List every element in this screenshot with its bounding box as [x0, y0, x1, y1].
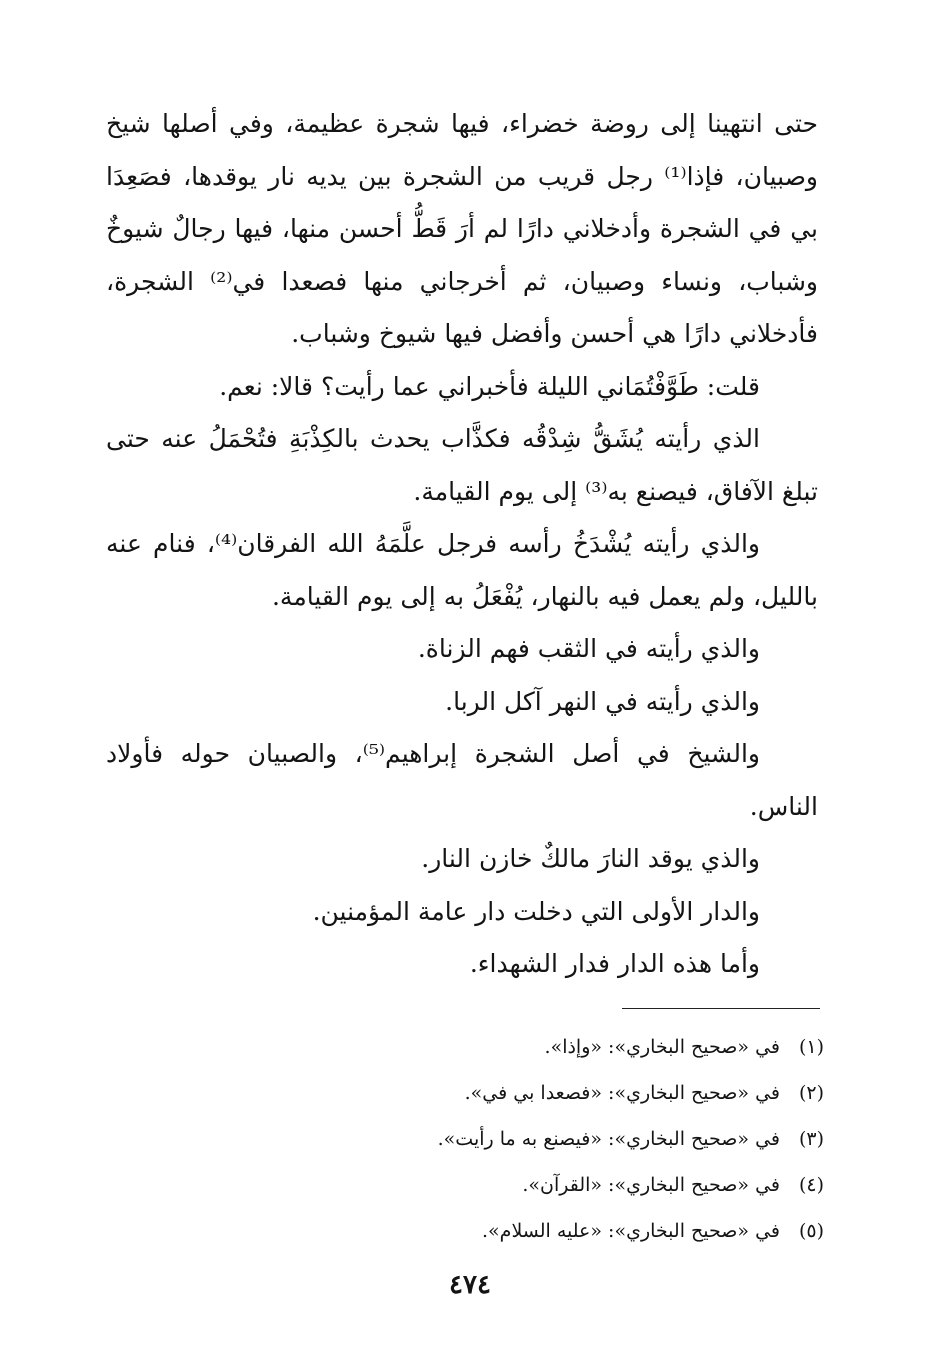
footnote-number: (١) [798, 1036, 824, 1058]
paragraph: والذي رأيته يُشْدَخُ رأسه فرجل علَّمَهُ الله الفرقان⁽⁴⁾، فنام عنه بالليل، ولم يعمل فيه بالنهار، يُفْعَلُ به إلى يوم القيامة. [106, 529, 818, 611]
footnote-number: (٥) [798, 1220, 824, 1242]
paragraph: والذي رأيته في النهر آكل الربا. [445, 686, 760, 716]
paragraph: والذي رأيته في الثقب فهم الزناة. [417, 634, 760, 663]
paragraph: حتى انتهينا إلى روضة خضراء، فيها شجرة عظيمة، وفي أصلها شيخ وصبيان، فإذا⁽¹⁾ رجل قريب من الشجرة بين يديه نار يوقدها، فصَعِدَا بي في الشجرة وأدخلاني دارًا لم أرَ قَطُّ أحسن منها، فيها رجالٌ شيوخٌ وشباب، ونساء وصبيان، ثم أخرجاني منها فصعدا في⁽²⁾ الشجرة، فأدخلاني دارًا هي أحسن وأفضل فيها شيوخ وشباب. [106, 109, 818, 348]
paragraph: الذي رأيته يُشَقُّ شِدْقُه فكذَّاب يحدث بالكِذْبَةِ فتُحْمَلُ عنه حتى تبلغ الآفاق، فيصنع به⁽³⁾ إلى يوم القيامة. [106, 424, 818, 506]
page-number: ٤٧٤ [449, 1270, 491, 1300]
footnote [106, 1116, 824, 1162]
paragraph: قلت: طَوَّفْتُمَاني الليلة فأخبراني عما رأيت؟ قالا: نعم. [219, 371, 760, 401]
footnote-text: في «صحيح البخاري»: «فيصنع به ما رأيت». [437, 1128, 780, 1150]
footnote-separator [622, 1008, 820, 1009]
footnote-number: (٤) [798, 1174, 824, 1196]
main-text [106, 98, 818, 991]
paragraph: والدار الأولى التي دخلت دار عامة المؤمنين. [312, 896, 760, 926]
footnote-text: في «صحيح البخاري»: «عليه السلام». [482, 1220, 780, 1242]
paragraph: وأما هذه الدار فدار الشهداء. [469, 949, 760, 978]
footnote [106, 1024, 824, 1070]
footnote [106, 1208, 824, 1254]
footnotes [106, 1024, 824, 1254]
footnote [106, 1070, 824, 1116]
footnote-text: في «صحيح البخاري»: «وإذا». [544, 1036, 780, 1058]
paragraph: والذي يوقد النارَ مالكٌ خازن النار. [421, 844, 760, 873]
footnote-number: (٢) [798, 1082, 824, 1104]
paragraph: والشيخ في أصل الشجرة إبراهيم⁽⁵⁾، والصبيان حوله فأولاد الناس. [106, 739, 818, 821]
footnote [106, 1162, 824, 1208]
footnote-text: في «صحيح البخاري»: «القرآن». [522, 1174, 780, 1196]
footnote-text: في «صحيح البخاري»: «فصعدا بي في». [464, 1082, 780, 1104]
footnote-number: (٣) [798, 1128, 824, 1150]
